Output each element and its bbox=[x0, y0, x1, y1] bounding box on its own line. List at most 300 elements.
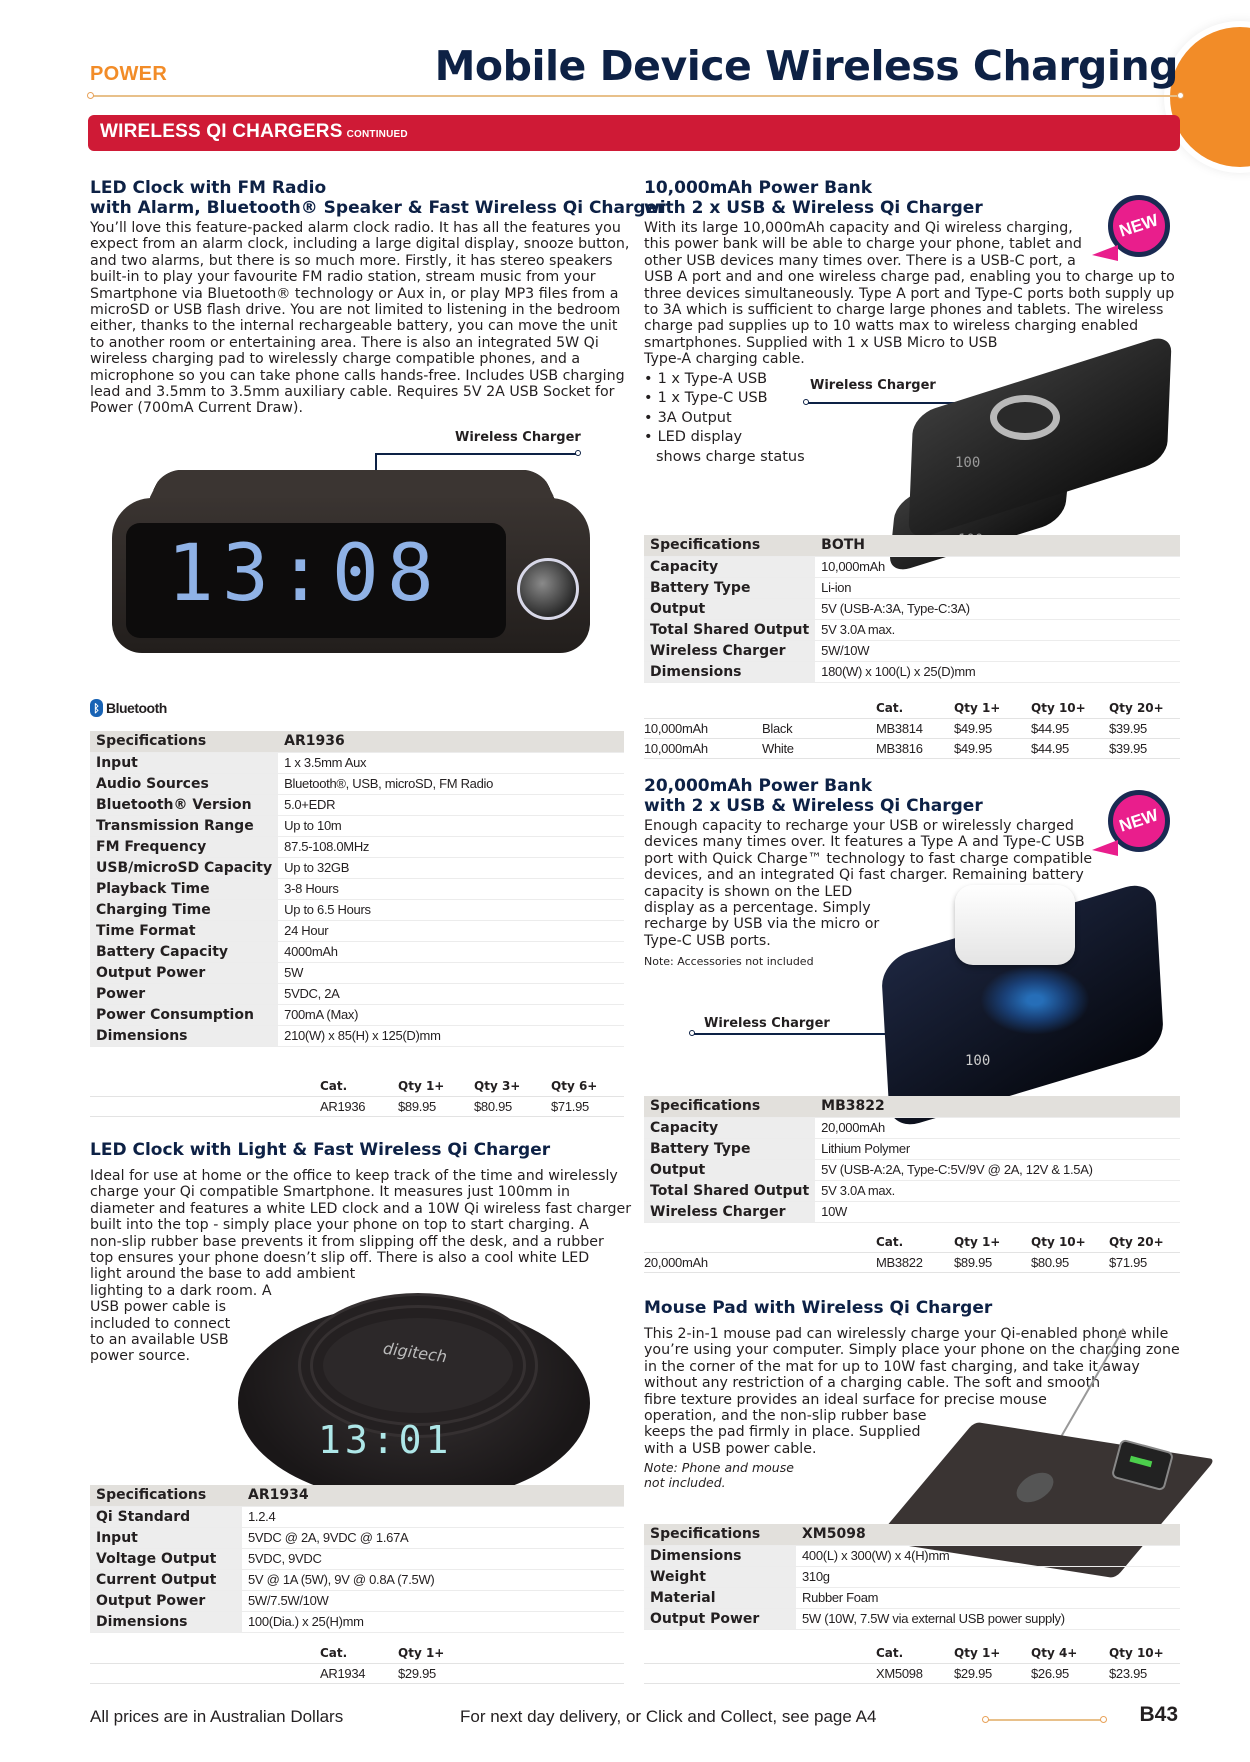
currency-note: All prices are in Australian Dollars bbox=[90, 1707, 344, 1726]
banner-title-text: WIRELESS QI CHARGERS bbox=[100, 121, 343, 142]
led-display: 100 bbox=[955, 455, 981, 471]
spec-header-row bbox=[644, 1524, 1180, 1545]
spec-row bbox=[644, 661, 1180, 682]
spec-label: Time Format bbox=[90, 920, 278, 941]
spec-table-mb3814 bbox=[644, 535, 1180, 683]
spec-row bbox=[644, 1138, 1180, 1159]
spec-header-row bbox=[644, 535, 1180, 556]
price-cell: $49.95 bbox=[954, 718, 1031, 738]
spec-row bbox=[90, 1569, 624, 1590]
price-cell bbox=[90, 1663, 320, 1683]
price-cell: $39.95 bbox=[1109, 718, 1180, 738]
price-cell: Black bbox=[762, 718, 876, 738]
footer-rule bbox=[985, 1719, 1103, 1721]
spec-row bbox=[90, 1527, 624, 1548]
spec-row bbox=[90, 1004, 624, 1025]
price-cell bbox=[644, 1663, 876, 1683]
description-line: port with Quick Charge™ technology to fast charge compatible bbox=[644, 850, 1093, 867]
spec-label: Battery Capacity bbox=[90, 941, 278, 962]
spec-row bbox=[90, 815, 624, 836]
spec-row bbox=[90, 878, 624, 899]
spec-value: 3-8 Hours bbox=[278, 878, 624, 899]
price-cell: XM5098 bbox=[876, 1663, 954, 1683]
description-line: to an available USB bbox=[90, 1332, 229, 1349]
description-line: and two alarms, but there is so much more. Firstly, it has stereo speakers bbox=[90, 252, 613, 269]
spec-label: Output bbox=[644, 598, 815, 619]
description-line: this power bank will be able to charge your phone, tablet and bbox=[644, 236, 1082, 253]
spec-value: 87.5-108.0MHz bbox=[278, 836, 624, 857]
banner-continued-text: CONTINUED bbox=[346, 129, 408, 140]
price-column-header: Cat. bbox=[320, 1643, 398, 1663]
price-row bbox=[644, 1663, 1180, 1683]
spec-label: Capacity bbox=[644, 556, 815, 577]
description-line: smartphones. Supplied with 1 x USB Micro to USB bbox=[644, 334, 998, 351]
new-badge-tail bbox=[1092, 245, 1118, 261]
spec-value: 400(L) x 300(W) x 4(H)mm bbox=[796, 1545, 1180, 1566]
spec-header-row bbox=[90, 731, 624, 752]
description-line: USB A port and and one wireless charge pad, enabling you to charge up to bbox=[644, 269, 1175, 286]
spec-value: 5VDC @ 2A, 9VDC @ 1.67A bbox=[242, 1527, 624, 1548]
spec-label: Dimensions bbox=[644, 1545, 796, 1566]
spec-value: 5V (USB-A:3A, Type-C:3A) bbox=[815, 598, 1180, 619]
spec-header-row bbox=[90, 1485, 624, 1506]
description-line: capacity is shown on the LED bbox=[644, 883, 853, 900]
spec-label: Output Power bbox=[90, 1590, 242, 1611]
spec-label: Wireless Charger bbox=[644, 640, 815, 661]
description-line: This 2-in-1 mouse pad can wirelessly charge your Qi-enabled phone while bbox=[644, 1326, 1169, 1342]
bluetooth-logo-text: Bluetooth bbox=[106, 700, 167, 716]
description-line: three devices simultaneously. Type A port and Type-C ports both supply up bbox=[644, 285, 1175, 302]
spec-label: Input bbox=[90, 1527, 242, 1548]
spec-table-mb3822 bbox=[644, 1096, 1180, 1223]
footer-rule-dot-left bbox=[982, 1716, 989, 1723]
product-title: LED Clock with Light & Fast Wireless Qi Charger bbox=[90, 1140, 551, 1160]
spec-value: 100(Dia.) x 25(H)mm bbox=[242, 1611, 624, 1632]
description-line: in the corner of the mat for up to 10W fast charging, and take it away bbox=[644, 1358, 1140, 1375]
spec-row bbox=[90, 836, 624, 857]
page-title: Mobile Device Wireless Charging bbox=[434, 42, 1178, 90]
feature-item-continued: shows charge status bbox=[656, 448, 805, 465]
price-column-header: Cat. bbox=[876, 1643, 954, 1663]
led-display: 100 bbox=[965, 1053, 991, 1069]
spec-label: Voltage Output bbox=[90, 1548, 242, 1569]
spec-row bbox=[90, 857, 624, 878]
spec-row bbox=[90, 773, 624, 794]
earbuds-case-accessory bbox=[955, 885, 1075, 965]
spec-row bbox=[90, 1025, 624, 1046]
spec-label: FM Frequency bbox=[90, 836, 278, 857]
puck-clock-product-image bbox=[238, 1283, 590, 1508]
spec-label: Bluetooth® Version bbox=[90, 794, 278, 815]
price-cell bbox=[90, 1096, 320, 1116]
product-title: 10,000mAh Power Bank bbox=[644, 178, 873, 198]
spec-row bbox=[90, 962, 624, 983]
product-title: Mouse Pad with Wireless Qi Charger bbox=[644, 1298, 993, 1318]
spec-label: Charging Time bbox=[90, 899, 278, 920]
spec-value: 210(W) x 85(H) x 125(D)mm bbox=[278, 1025, 624, 1046]
description-line: power source. bbox=[90, 1348, 190, 1365]
description-line: Type-A charging cable. bbox=[644, 351, 805, 368]
price-column-header: Qty 10+ bbox=[1109, 1643, 1180, 1663]
spec-label: Power Consumption bbox=[90, 1004, 278, 1025]
price-cell: $23.95 bbox=[1109, 1663, 1180, 1683]
spec-value: Lithium Polymer bbox=[815, 1138, 1180, 1159]
price-column-header bbox=[90, 1643, 320, 1663]
price-table-xm5098 bbox=[644, 1643, 1180, 1684]
description-line: Note: Phone and mouse bbox=[644, 1460, 794, 1476]
description-line: expect from an alarm clock, including a large digital display, snooze button, bbox=[90, 236, 630, 253]
spec-value: 5VDC, 9VDC bbox=[242, 1548, 624, 1569]
price-cell: MB3816 bbox=[876, 738, 954, 758]
description-line: included to connect bbox=[90, 1315, 231, 1332]
spec-label: Input bbox=[90, 752, 278, 773]
spec-row bbox=[90, 1548, 624, 1569]
feature-item: • 1 x Type-C USB bbox=[644, 389, 1175, 409]
price-column-header: Qty 20+ bbox=[1109, 1232, 1180, 1252]
description-line: charge pad supplies up to 10 watts max to wireless charging enabled bbox=[644, 318, 1139, 335]
spec-header-row bbox=[644, 1096, 1180, 1117]
spec-value: Rubber Foam bbox=[796, 1587, 1180, 1608]
wireless-charger-callout: Wireless Charger bbox=[455, 430, 581, 445]
spec-row bbox=[644, 1545, 1180, 1566]
description-line: to another room or entertaining area. There is also an integrated 5W Qi bbox=[90, 334, 599, 351]
footer-rule-dot-right bbox=[1100, 1716, 1107, 1723]
spec-row bbox=[90, 920, 624, 941]
puck-charging-surface bbox=[323, 1318, 513, 1413]
spec-value: Up to 10m bbox=[278, 815, 624, 836]
spec-header-model: XM5098 bbox=[796, 1524, 1180, 1545]
price-cell: MB3822 bbox=[876, 1252, 954, 1272]
price-column-header bbox=[644, 1232, 876, 1252]
description-line: display as a percentage. Simply bbox=[644, 900, 871, 917]
spec-label: USB/microSD Capacity bbox=[90, 857, 278, 878]
spec-value: 20,000mAh bbox=[815, 1117, 1180, 1138]
price-cell: MB3814 bbox=[876, 718, 954, 738]
price-cell: $44.95 bbox=[1031, 738, 1109, 758]
spec-value: 700mA (Max) bbox=[278, 1004, 624, 1025]
clock-display: 13:08 bbox=[167, 529, 442, 619]
product-title: 20,000mAh Power Bank bbox=[644, 776, 873, 796]
price-column-header: Qty 10+ bbox=[1031, 698, 1109, 718]
spec-value: 5V 3.0A max. bbox=[815, 1180, 1180, 1201]
price-header-row bbox=[90, 1643, 624, 1663]
price-column-header: Qty 20+ bbox=[1109, 698, 1180, 718]
price-column-header: Qty 10+ bbox=[1031, 1232, 1109, 1252]
description-line: Power (700mA Current Draw). bbox=[90, 400, 303, 417]
description-line: diameter and features a white LED clock and a 10W Qi wireless fast charger bbox=[90, 1200, 632, 1217]
header-rule bbox=[90, 95, 1180, 97]
description-line: charge your Qi compatible Smartphone. It measures just 100mm in bbox=[90, 1184, 570, 1201]
price-row bbox=[90, 1096, 624, 1116]
spec-label: Dimensions bbox=[90, 1025, 278, 1046]
description-line: recharge by USB via the micro or bbox=[644, 916, 880, 933]
spec-value: 4000mAh bbox=[278, 941, 624, 962]
price-cell: $89.95 bbox=[954, 1252, 1031, 1272]
price-row bbox=[644, 738, 1180, 758]
spec-header-model: AR1934 bbox=[242, 1485, 624, 1506]
puck-clock-display: 13:01 bbox=[318, 1418, 453, 1462]
spec-value: 1.2.4 bbox=[242, 1506, 624, 1527]
spec-value: 5.0+EDR bbox=[278, 794, 624, 815]
new-badge-tail bbox=[1092, 840, 1118, 856]
wireless-charging-waves bbox=[980, 965, 1090, 1035]
price-cell: $80.95 bbox=[1031, 1252, 1109, 1272]
price-column-header: Cat. bbox=[876, 698, 954, 718]
price-table-mb3822 bbox=[644, 1232, 1180, 1273]
spec-label: Weight bbox=[644, 1566, 796, 1587]
price-cell: $71.95 bbox=[551, 1096, 624, 1116]
description-line: non-slip rubber base prevents it from slipping off the desk, and a rubber bbox=[90, 1233, 604, 1250]
spec-value: Up to 32GB bbox=[278, 857, 624, 878]
spec-header-model: BOTH bbox=[815, 535, 1180, 556]
feature-item: • 1 x Type-A USB bbox=[644, 370, 1175, 390]
spec-value: 310g bbox=[796, 1566, 1180, 1587]
spec-row bbox=[644, 598, 1180, 619]
spec-value: 5V @ 1A (5W), 9V @ 0.8A (7.5W) bbox=[242, 1569, 624, 1590]
description-line: devices, and an integrated Qi fast charger. Remaining battery bbox=[644, 867, 1084, 884]
price-column-header: Qty 1+ bbox=[398, 1076, 474, 1096]
callout-dot bbox=[689, 1030, 695, 1036]
price-cell: 10,000mAh bbox=[644, 718, 762, 738]
price-column-header: Cat. bbox=[320, 1076, 398, 1096]
spec-label: Wireless Charger bbox=[644, 1201, 815, 1222]
spec-label: Battery Type bbox=[644, 1138, 815, 1159]
spec-label: Output Power bbox=[90, 962, 278, 983]
spec-label: Output Power bbox=[644, 1608, 796, 1629]
description-line: built-in to play your favourite FM radio station, stream music from your bbox=[90, 269, 596, 286]
wireless-charge-ring bbox=[990, 395, 1060, 440]
spec-row bbox=[644, 577, 1180, 598]
spec-header-model: MB3822 bbox=[815, 1096, 1180, 1117]
price-cell: $29.95 bbox=[398, 1663, 624, 1683]
description-line: built into the top - simply place your phone on top to start charging. A bbox=[90, 1217, 589, 1234]
price-cell: $49.95 bbox=[954, 738, 1031, 758]
callout-dot bbox=[575, 450, 581, 456]
spec-value: Li-ion bbox=[815, 577, 1180, 598]
spec-row bbox=[90, 794, 624, 815]
description-line: microphone so you can take phone calls hands-free. Includes USB charging bbox=[90, 367, 625, 384]
price-cell: White bbox=[762, 738, 876, 758]
description-line: Smartphone via Bluetooth® technology or Aux in, or play MP3 files from a bbox=[90, 285, 619, 302]
spec-value: 180(W) x 100(L) x 25(D)mm bbox=[815, 661, 1180, 682]
category-banner-title bbox=[100, 121, 408, 143]
price-column-header: Qty 1+ bbox=[398, 1643, 624, 1663]
description-line: keeps the pad firmly in place. Supplied bbox=[644, 1424, 921, 1441]
feature-item: • 3A Output bbox=[644, 409, 1175, 429]
spec-row bbox=[644, 640, 1180, 661]
spec-label: Playback Time bbox=[90, 878, 278, 899]
rule-dot-left bbox=[87, 92, 94, 99]
description-line: operation, and the non-slip rubber base bbox=[644, 1408, 927, 1425]
alarm-clock-product-image bbox=[112, 463, 590, 658]
price-column-header: Qty 1+ bbox=[954, 698, 1031, 718]
price-header-row bbox=[644, 1643, 1180, 1663]
spec-header-model: AR1936 bbox=[278, 731, 624, 752]
spec-row bbox=[644, 1201, 1180, 1222]
spec-value: 5W bbox=[278, 962, 624, 983]
spec-value: Up to 6.5 Hours bbox=[278, 899, 624, 920]
product-description bbox=[90, 220, 665, 417]
price-header-row bbox=[644, 1232, 1180, 1252]
price-row bbox=[90, 1663, 624, 1683]
price-table-mb3814 bbox=[644, 698, 1180, 759]
product-subtitle: with 2 x USB & Wireless Qi Charger bbox=[644, 198, 983, 218]
price-cell: $80.95 bbox=[474, 1096, 551, 1116]
price-column-header: Qty 1+ bbox=[954, 1643, 1031, 1663]
price-column-header: Qty 4+ bbox=[1031, 1643, 1109, 1663]
price-row bbox=[644, 718, 1180, 738]
spec-label: Audio Sources bbox=[90, 773, 278, 794]
phone-charging-indicator bbox=[1129, 1456, 1152, 1467]
description-line: not included. bbox=[644, 1475, 726, 1491]
spec-label: Capacity bbox=[644, 1117, 815, 1138]
price-table-ar1936 bbox=[90, 1076, 624, 1117]
callout-dot bbox=[803, 399, 809, 405]
spec-label: Transmission Range bbox=[90, 815, 278, 836]
new-badge-text: NEW bbox=[1117, 805, 1161, 836]
spec-row bbox=[90, 941, 624, 962]
price-cell: $29.95 bbox=[954, 1663, 1031, 1683]
price-column-header: Cat. bbox=[876, 1232, 954, 1252]
product-subtitle: with 2 x USB & Wireless Qi Charger bbox=[644, 796, 983, 816]
spec-value: 5W/7.5W/10W bbox=[242, 1590, 624, 1611]
spec-row bbox=[644, 1180, 1180, 1201]
spec-header-label: Specifications bbox=[90, 731, 278, 752]
description-line: you’re using your computer. Simply place your phone on the charging zone bbox=[644, 1342, 1180, 1359]
spec-label: Qi Standard bbox=[90, 1506, 242, 1527]
spec-row bbox=[644, 1608, 1180, 1629]
spec-label: Dimensions bbox=[644, 661, 815, 682]
spec-header-label: Specifications bbox=[644, 1524, 796, 1545]
price-cell: AR1936 bbox=[320, 1096, 398, 1116]
description-line: Ideal for use at home or the office to keep track of the time and wirelessly bbox=[90, 1168, 618, 1184]
price-cell: $39.95 bbox=[1109, 738, 1180, 758]
callout-line bbox=[375, 453, 578, 455]
spec-value: 5VDC, 2A bbox=[278, 983, 624, 1004]
spec-table-ar1936 bbox=[90, 731, 624, 1047]
bluetooth-logo bbox=[90, 699, 167, 717]
spec-value: 10,000mAh bbox=[815, 556, 1180, 577]
spec-label: Dimensions bbox=[90, 1611, 242, 1632]
description-line: You’ll love this feature-packed alarm clock radio. It has all the features you bbox=[90, 220, 621, 236]
spec-value: 5W/10W bbox=[815, 640, 1180, 661]
spec-row bbox=[90, 983, 624, 1004]
product-ar1936 bbox=[90, 178, 665, 417]
spec-row bbox=[90, 1611, 624, 1632]
price-column-header bbox=[644, 1643, 876, 1663]
description-line: to 3A which is sufficient to charge large phones and tablets. The wireless bbox=[644, 302, 1164, 319]
spec-row bbox=[644, 619, 1180, 640]
spec-table-xm5098 bbox=[644, 1524, 1180, 1630]
spec-label: Power bbox=[90, 983, 278, 1004]
spec-value: 10W bbox=[815, 1201, 1180, 1222]
spec-label: Battery Type bbox=[644, 577, 815, 598]
price-cell: 10,000mAh bbox=[644, 738, 762, 758]
spec-header-label: Specifications bbox=[644, 1096, 815, 1117]
spec-label: Material bbox=[644, 1587, 796, 1608]
description-line: lead and 3.5mm to 3.5mm auxiliary cable. Requires 5V 2A USB Socket for bbox=[90, 384, 615, 401]
volume-knob bbox=[517, 558, 579, 620]
description-line: without any restriction of a charging cable. The soft and smooth bbox=[644, 1375, 1101, 1392]
spec-row bbox=[90, 1590, 624, 1611]
description-line: devices many times over. It features a Type A and Type-C USB bbox=[644, 834, 1085, 851]
digitech-logo: digitech bbox=[381, 1338, 449, 1367]
price-header-row bbox=[644, 698, 1180, 718]
description-line: with a USB power cable. bbox=[644, 1440, 817, 1457]
spec-row bbox=[90, 1506, 624, 1527]
spec-row bbox=[644, 556, 1180, 577]
description-line: top ensures your phone doesn’t slip off. There is also a cool white LED bbox=[90, 1250, 590, 1267]
power-bank-20000-product-image bbox=[880, 885, 1180, 1105]
spec-value: Bluetooth®, USB, microSD, FM Radio bbox=[278, 773, 624, 794]
page-number: B43 bbox=[1139, 1703, 1178, 1726]
product-description bbox=[644, 220, 1175, 368]
price-table-ar1934 bbox=[90, 1643, 624, 1684]
description-line: fibre texture provides an ideal surface for precise mouse bbox=[644, 1391, 1047, 1408]
description-line: light around the base to add ambient bbox=[90, 1266, 356, 1283]
spec-row bbox=[90, 752, 624, 773]
price-cell: $44.95 bbox=[1031, 718, 1109, 738]
description-line: With its large 10,000mAh capacity and Qi wireless charging, bbox=[644, 220, 1073, 236]
description-line: Type-C USB ports. bbox=[644, 932, 771, 949]
spec-value: 5V 3.0A max. bbox=[815, 619, 1180, 640]
price-cell: AR1934 bbox=[320, 1663, 398, 1683]
spec-header-label: Specifications bbox=[90, 1485, 242, 1506]
spec-row bbox=[644, 1566, 1180, 1587]
spec-label: Total Shared Output bbox=[644, 619, 815, 640]
spec-label: Total Shared Output bbox=[644, 1180, 815, 1201]
description-line: wireless charging pad to wirelessly charge compatible phones, and a bbox=[90, 351, 581, 368]
price-cell: 20,000mAh bbox=[644, 1252, 876, 1272]
price-column-header: Qty 1+ bbox=[954, 1232, 1031, 1252]
price-row bbox=[644, 1252, 1180, 1272]
wireless-charger-callout: Wireless Charger bbox=[810, 378, 936, 393]
spec-label: Current Output bbox=[90, 1569, 242, 1590]
price-cell: $89.95 bbox=[398, 1096, 474, 1116]
spec-header-label: Specifications bbox=[644, 535, 815, 556]
description-line: microSD or USB flash drive. You are not limited to listening in the bedroom bbox=[90, 302, 621, 319]
price-header-row bbox=[90, 1076, 624, 1096]
bluetooth-icon: ᛒ bbox=[90, 699, 103, 717]
rule-dot-right bbox=[1177, 92, 1184, 99]
description-line: USB power cable is bbox=[90, 1299, 227, 1316]
spec-row bbox=[644, 1587, 1180, 1608]
wireless-charger-callout: Wireless Charger bbox=[704, 1016, 830, 1031]
spec-value: 1 x 3.5mm Aux bbox=[278, 752, 624, 773]
new-badge-text: NEW bbox=[1117, 210, 1161, 241]
price-column-header bbox=[762, 698, 876, 718]
product-subtitle: with Alarm, Bluetooth® Speaker & Fast Wireless Qi Charger bbox=[90, 198, 666, 218]
price-cell: $71.95 bbox=[1109, 1252, 1180, 1272]
spec-row bbox=[90, 899, 624, 920]
spec-label: Output bbox=[644, 1159, 815, 1180]
price-column-header bbox=[644, 698, 762, 718]
feature-item: • LED display bbox=[644, 428, 1175, 448]
description-line: either, thanks to the internal rechargeable battery, you can move the unit bbox=[90, 318, 618, 335]
product-title: LED Clock with FM Radio bbox=[90, 178, 327, 198]
section-label: POWER bbox=[90, 63, 168, 85]
spec-row bbox=[644, 1159, 1180, 1180]
spec-value: 5V (USB-A:2A, Type-C:5V/9V @ 2A, 12V & 1.5A) bbox=[815, 1159, 1180, 1180]
accessories-note: Note: Accessories not included bbox=[644, 955, 814, 969]
spec-row bbox=[644, 1117, 1180, 1138]
new-badge bbox=[1108, 195, 1170, 257]
price-cell: $26.95 bbox=[1031, 1663, 1109, 1683]
new-badge bbox=[1108, 790, 1170, 852]
spec-value: 24 Hour bbox=[278, 920, 624, 941]
description-line: lighting to a dark room. A bbox=[90, 1282, 272, 1299]
spec-value: 5W (10W, 7.5W via external USB power supply) bbox=[796, 1608, 1180, 1629]
